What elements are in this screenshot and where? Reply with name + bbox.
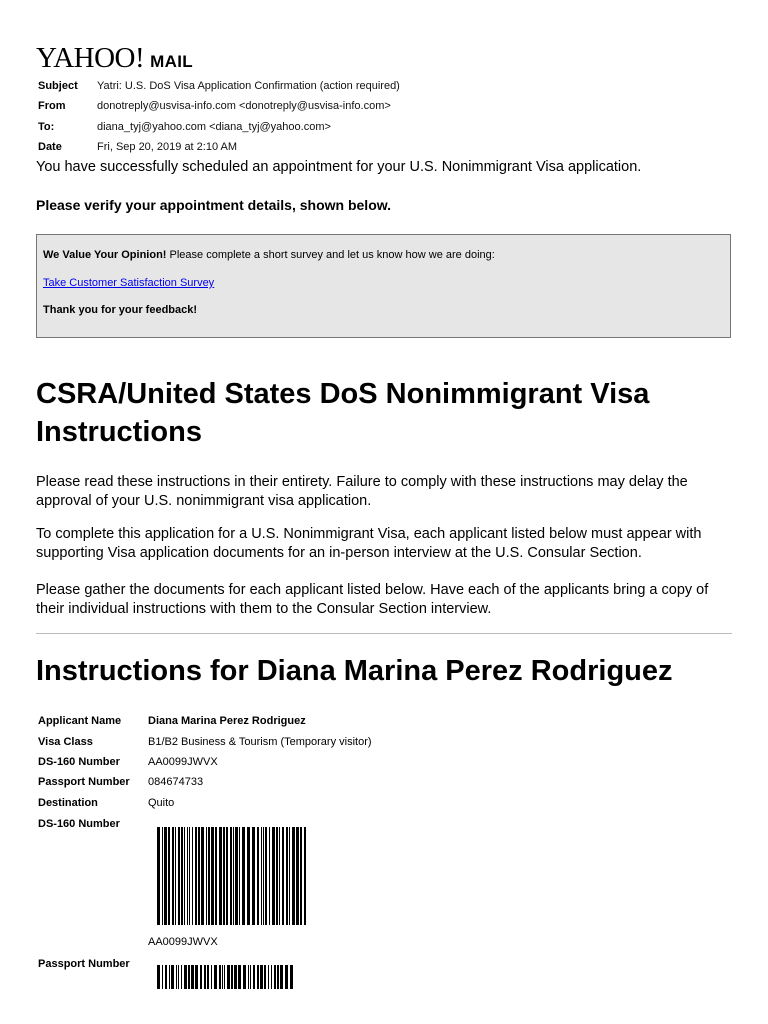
barcode-bar xyxy=(175,827,176,925)
detail-label: Applicant Name xyxy=(38,715,122,727)
barcode-bar xyxy=(296,827,299,925)
barcode-bar xyxy=(279,827,280,925)
barcode-bar xyxy=(157,965,160,989)
barcode-bar xyxy=(223,827,225,925)
header-value: Fri, Sep 20, 2019 at 2:10 AM xyxy=(97,141,238,154)
detail-value: Diana Marina Perez Rodriguez xyxy=(148,715,306,727)
header-label: Subject xyxy=(38,80,78,93)
yahoo-mail-logo xyxy=(36,42,193,72)
barcode-bar xyxy=(247,827,250,925)
barcode-bar xyxy=(264,965,266,989)
verify-text: Please verify your appointment details, shown below. xyxy=(36,197,392,213)
survey-thanks: Thank you for your feedback! xyxy=(43,304,198,316)
header-label: Date xyxy=(38,141,62,154)
barcode-bar xyxy=(257,965,259,989)
barcode-bar xyxy=(292,827,295,925)
barcode-bar xyxy=(289,827,290,925)
barcode-bar xyxy=(206,827,207,925)
barcode-bar xyxy=(214,965,217,989)
header-row-from xyxy=(38,96,400,116)
paragraph-read-instructions: Please read these instructions in their entirety. Failure to comply with these instructions may delay the approval of your U.S. nonimmigrant visa application. xyxy=(36,474,688,509)
barcode-bar xyxy=(268,965,269,989)
detail-label: Destination xyxy=(38,797,98,809)
barcode-bar xyxy=(204,965,206,989)
barcode-bar xyxy=(226,827,228,925)
barcode-bar xyxy=(208,827,210,925)
barcode-bar xyxy=(200,965,202,989)
barcode-bar xyxy=(187,827,188,925)
barcode-bar xyxy=(198,827,200,925)
detail-label: DS-160 Number xyxy=(38,756,120,768)
barcode-bar xyxy=(261,827,262,925)
paragraph-complete-application: To complete this application for a U.S. Nonimmigrant Visa, each applicant listed below must appear with supporting Visa application documents for an in-person interview at the U.S. Consular Section. xyxy=(36,526,702,561)
detail-value: AA0099JWVX xyxy=(148,756,218,768)
passport-barcode-image xyxy=(157,965,294,989)
barcode-bar xyxy=(184,827,185,925)
divider xyxy=(36,633,732,634)
header-value: donotreply@usvisa-info.com <donotreply@usvisa-info.com> xyxy=(97,100,391,113)
barcode-bar xyxy=(257,827,259,925)
barcode-bar xyxy=(238,965,241,989)
barcode-bar xyxy=(282,827,284,925)
barcode-bar xyxy=(192,827,193,925)
barcode-bar xyxy=(290,965,293,989)
barcode-bar xyxy=(195,827,197,925)
barcode-bar xyxy=(285,965,288,989)
barcode-bar xyxy=(233,827,234,925)
barcode-bar xyxy=(171,965,174,989)
detail-label: DS-160 Number xyxy=(38,818,120,830)
barcode-bar xyxy=(181,965,182,989)
barcode-bar xyxy=(239,827,240,925)
survey-link[interactable]: Take Customer Satisfaction Survey xyxy=(43,277,215,289)
barcode-bar xyxy=(304,827,306,925)
detail-value: B1/B2 Business & Tourism (Temporary visitor) xyxy=(148,736,372,748)
barcode-bar xyxy=(224,965,225,989)
survey-prompt xyxy=(43,249,495,261)
logo-sub-text: MAIL xyxy=(150,52,193,71)
barcode-bar xyxy=(215,827,217,925)
header-label: To: xyxy=(38,120,55,133)
barcode-bar xyxy=(248,965,249,989)
header-row-date xyxy=(38,137,400,157)
barcode-bar xyxy=(286,827,288,925)
barcode-bar xyxy=(280,965,283,989)
barcode-bar xyxy=(178,965,179,989)
detail-label: Visa Class xyxy=(38,736,93,748)
barcode-bar xyxy=(265,827,267,925)
header-row-to xyxy=(38,117,400,137)
detail-label: Passport Number xyxy=(38,776,130,788)
barcode-bar xyxy=(260,965,263,989)
barcode-bar xyxy=(234,965,237,989)
barcode-bar xyxy=(252,827,255,925)
main-title: CSRA/United States DoS Nonimmigrant Visa Instructions xyxy=(36,378,650,448)
detail-value: Quito xyxy=(148,797,175,809)
barcode-bar xyxy=(168,827,170,925)
barcode-bar xyxy=(263,827,264,925)
barcode-bar xyxy=(242,827,245,925)
barcode-bar xyxy=(165,965,167,989)
barcode-bar xyxy=(178,827,180,925)
detail-value: 084674733 xyxy=(148,776,204,788)
barcode-bar xyxy=(243,965,246,989)
barcode-bar xyxy=(207,965,209,989)
barcode-bar xyxy=(230,827,232,925)
barcode-bar xyxy=(219,965,221,989)
barcode-bar xyxy=(201,827,204,925)
barcode-bar xyxy=(172,827,174,925)
barcode-bar xyxy=(164,827,167,925)
barcode-bar xyxy=(157,827,160,925)
barcode-bar xyxy=(211,965,212,989)
survey-prompt-text: Please complete a short survey and let us know how we are doing: xyxy=(166,249,495,261)
barcode-bar xyxy=(189,827,190,925)
barcode-bar xyxy=(188,965,190,989)
barcode-bar xyxy=(219,827,222,925)
barcode-bar xyxy=(272,827,275,925)
instructions-title: Instructions for Diana Marina Perez Rodriguez xyxy=(36,655,673,687)
survey-box xyxy=(36,234,731,338)
barcode-bar xyxy=(274,965,276,989)
survey-bold-lead: We Value Your Opinion! xyxy=(43,249,167,261)
header-value: diana_tyj@yahoo.com <diana_tyj@yahoo.com> xyxy=(97,120,331,133)
barcode-bar xyxy=(184,965,187,989)
ds160-barcode-caption: AA0099JWVX xyxy=(148,936,218,948)
barcode-bar xyxy=(235,827,238,925)
logo-main-text: YAHOO! xyxy=(36,42,145,74)
email-header xyxy=(38,76,400,157)
header-label: From xyxy=(38,100,66,113)
barcode-bar xyxy=(277,965,279,989)
barcode-bar xyxy=(271,965,272,989)
header-row-subject xyxy=(38,76,400,96)
barcode-bar xyxy=(162,965,163,989)
barcode-bar xyxy=(231,965,233,989)
barcode-bar xyxy=(195,965,198,989)
barcode-bar xyxy=(181,827,183,925)
barcode-bar xyxy=(227,965,230,989)
barcode-bar xyxy=(269,827,270,925)
detail-label: Passport Number xyxy=(38,958,130,970)
barcode-bar xyxy=(211,827,214,925)
barcode-bar xyxy=(169,965,170,989)
barcode-bar xyxy=(250,965,251,989)
barcode-bar xyxy=(276,827,278,925)
intro-text: You have successfully scheduled an appointment for your U.S. Nonimmigrant Visa application. xyxy=(36,159,642,175)
ds160-barcode-image xyxy=(157,827,306,925)
header-value: Yatri: U.S. DoS Visa Application Confirmation (action required) xyxy=(97,80,400,93)
barcode-bar xyxy=(162,827,163,925)
barcode-bar xyxy=(222,965,223,989)
paragraph-gather-documents: Please gather the documents for each applicant listed below. Have each of the applicants bring a copy of their individual instructions with them to the Consular Section interview. xyxy=(36,582,709,617)
barcode-bar xyxy=(300,827,302,925)
barcode-bar xyxy=(253,965,255,989)
barcode-bar xyxy=(176,965,177,989)
barcode-bar xyxy=(191,965,194,989)
